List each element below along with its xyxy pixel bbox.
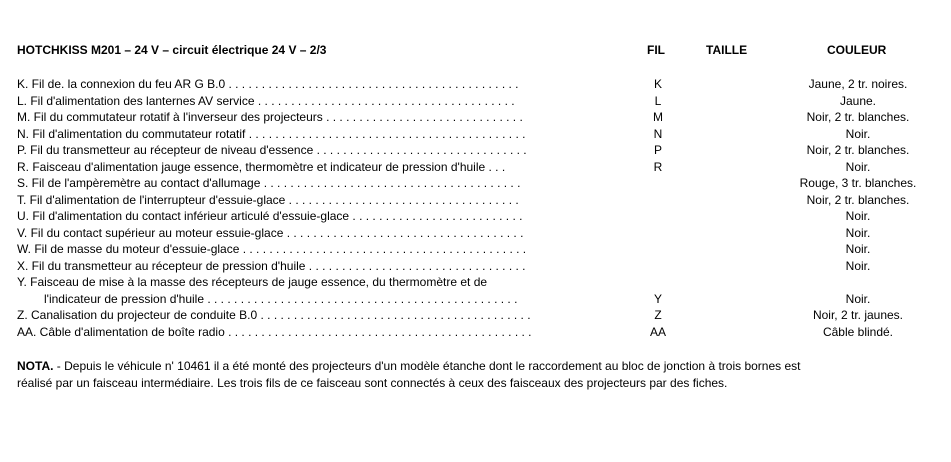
wire-description: V. Fil du contact supérieur au moteur essuie-glace . . . . . . . . . . . . . . . . . . . . . . . . . . . . . . . . . . . .	[17, 225, 524, 240]
nota-text-line1: - Depuis le véhicule n' 10461 il a été monté des projecteurs d'un modèle étanche dont le raccordement au bloc de jonction à trois bornes est	[53, 359, 801, 373]
wire-color: Noir.	[845, 258, 871, 273]
wire-color: Noir, 2 tr. jaunes.	[812, 308, 904, 322]
wire-fil-code: Y	[653, 291, 662, 306]
wire-color: Noir.	[845, 159, 871, 174]
nota-paragraph	[17, 358, 917, 391]
wire-color: Noir, 2 tr. blanches.	[806, 110, 910, 124]
wire-description: R. Faisceau d'alimentation jauge essence, thermomètre et indicateur de pression d'huile . . .	[17, 159, 506, 174]
wire-fil-code: L	[654, 93, 662, 108]
wire-color: Câble blindé.	[822, 324, 894, 339]
wire-fil-code: AA	[649, 324, 666, 339]
wire-description: P. Fil du transmetteur au récepteur de niveau d'essence . . . . . . . . . . . . . . . . . . . . . . . . . . . . . . . .	[17, 143, 527, 157]
wire-description: M. Fil du commutateur rotatif à l'inverseur des projecteurs . . . . . . . . . . . . . . . . . . . . . . . . . . . . . .	[17, 110, 523, 124]
wire-fil-code: P	[653, 143, 662, 157]
wire-description: U. Fil d'alimentation du contact inférieur articulé d'essuie-glace . . . . . . . . . . . . . . . . . . . . . . . . . .	[17, 209, 523, 223]
nota-label: NOTA.	[17, 359, 54, 373]
table-row	[0, 208, 951, 225]
table-row	[0, 192, 951, 209]
wire-color: Rouge, 3 tr. blanches.	[799, 176, 917, 190]
table-row	[0, 307, 951, 324]
wire-color: Noir.	[845, 225, 871, 240]
wire-description: S. Fil de l'ampèremètre au contact d'allumage . . . . . . . . . . . . . . . . . . . . . . . . . . . . . . . . . . . . . . .	[17, 176, 521, 190]
table-row	[0, 142, 951, 159]
wire-description: Y. Faisceau de mise à la masse des récepteurs de jauge essence, du thermomètre et de	[17, 275, 488, 289]
wire-fil-code: R	[653, 159, 663, 174]
wire-description: N. Fil d'alimentation du commutateur rotatif . . . . . . . . . . . . . . . . . . . . . . . . . . . . . . . . . . . . . . . . . .	[17, 126, 526, 141]
wire-table	[0, 76, 951, 340]
wire-fil-code: K	[653, 77, 662, 91]
nota-text-line2: réalisé par un faisceau intermédiaire. Les trois fils de ce faisceau sont connectés à ceux des faisceaux des projecteurs par des fiches.	[17, 375, 728, 390]
wire-color: Noir.	[845, 291, 871, 306]
table-row	[0, 93, 951, 110]
wire-description: W. Fil de masse du moteur d'essuie-glace . . . . . . . . . . . . . . . . . . . . . . . . . . . . . . . . . . . . . . . . . . .	[17, 242, 527, 256]
wire-fil-code: M	[653, 110, 663, 124]
table-row	[0, 175, 951, 192]
table-row	[0, 109, 951, 126]
wire-fil-code: N	[653, 126, 663, 141]
wire-color: Jaune, 2 tr. noires.	[808, 77, 908, 91]
wire-color: Noir, 2 tr. blanches.	[806, 143, 910, 157]
column-header-fil: FIL	[647, 43, 665, 57]
column-header-couleur: COULEUR	[827, 43, 887, 57]
table-row	[0, 241, 951, 258]
wire-description: L. Fil d'alimentation des lanternes AV service . . . . . . . . . . . . . . . . . . . . . . . . . . . . . . . . . . . . . . .	[17, 93, 515, 108]
wire-description: l'indicateur de pression d'huile . . . . . . . . . . . . . . . . . . . . . . . . . . . . . . . . . . . . . . . . . . . . . . .	[44, 291, 518, 306]
table-row	[0, 324, 951, 341]
wire-color: Noir.	[845, 209, 871, 223]
table-row	[0, 258, 951, 275]
table-row	[0, 76, 951, 93]
table-row	[0, 291, 951, 308]
wire-description: Z. Canalisation du projecteur de conduite B.0 . . . . . . . . . . . . . . . . . . . . . . . . . . . . . . . . . . . . . . . . .	[17, 308, 531, 322]
wire-description: T. Fil d'alimentation de l'interrupteur d'essuie-glace . . . . . . . . . . . . . . . . . . . . . . . . . . . . . . . . . . .	[17, 192, 519, 207]
wire-fil-code: Z	[654, 308, 662, 322]
table-row	[0, 274, 951, 291]
wire-description: X. Fil du transmetteur au récepteur de pression d'huile . . . . . . . . . . . . . . . . . . . . . . . . . . . . . . . . .	[17, 258, 526, 273]
wire-color: Noir.	[845, 242, 871, 256]
wire-color: Noir.	[845, 126, 871, 141]
table-row	[0, 159, 951, 176]
table-row	[0, 126, 951, 143]
wire-color: Jaune.	[839, 93, 877, 108]
document-title: HOTCHKISS M201 – 24 V – circuit électrique 24 V – 2/3	[17, 43, 327, 57]
table-row	[0, 225, 951, 242]
wire-description: K. Fil de. la connexion du feu AR G B.0 . . . . . . . . . . . . . . . . . . . . . . . . . . . . . . . . . . . . . . . . . . . .	[17, 77, 519, 91]
column-header-taille: TAILLE	[706, 43, 748, 57]
wire-description: AA. Câble d'alimentation de boîte radio . . . . . . . . . . . . . . . . . . . . . . . . . . . . . . . . . . . . . . . . . . . . . .	[17, 324, 532, 339]
wire-color: Noir, 2 tr. blanches.	[806, 192, 910, 207]
